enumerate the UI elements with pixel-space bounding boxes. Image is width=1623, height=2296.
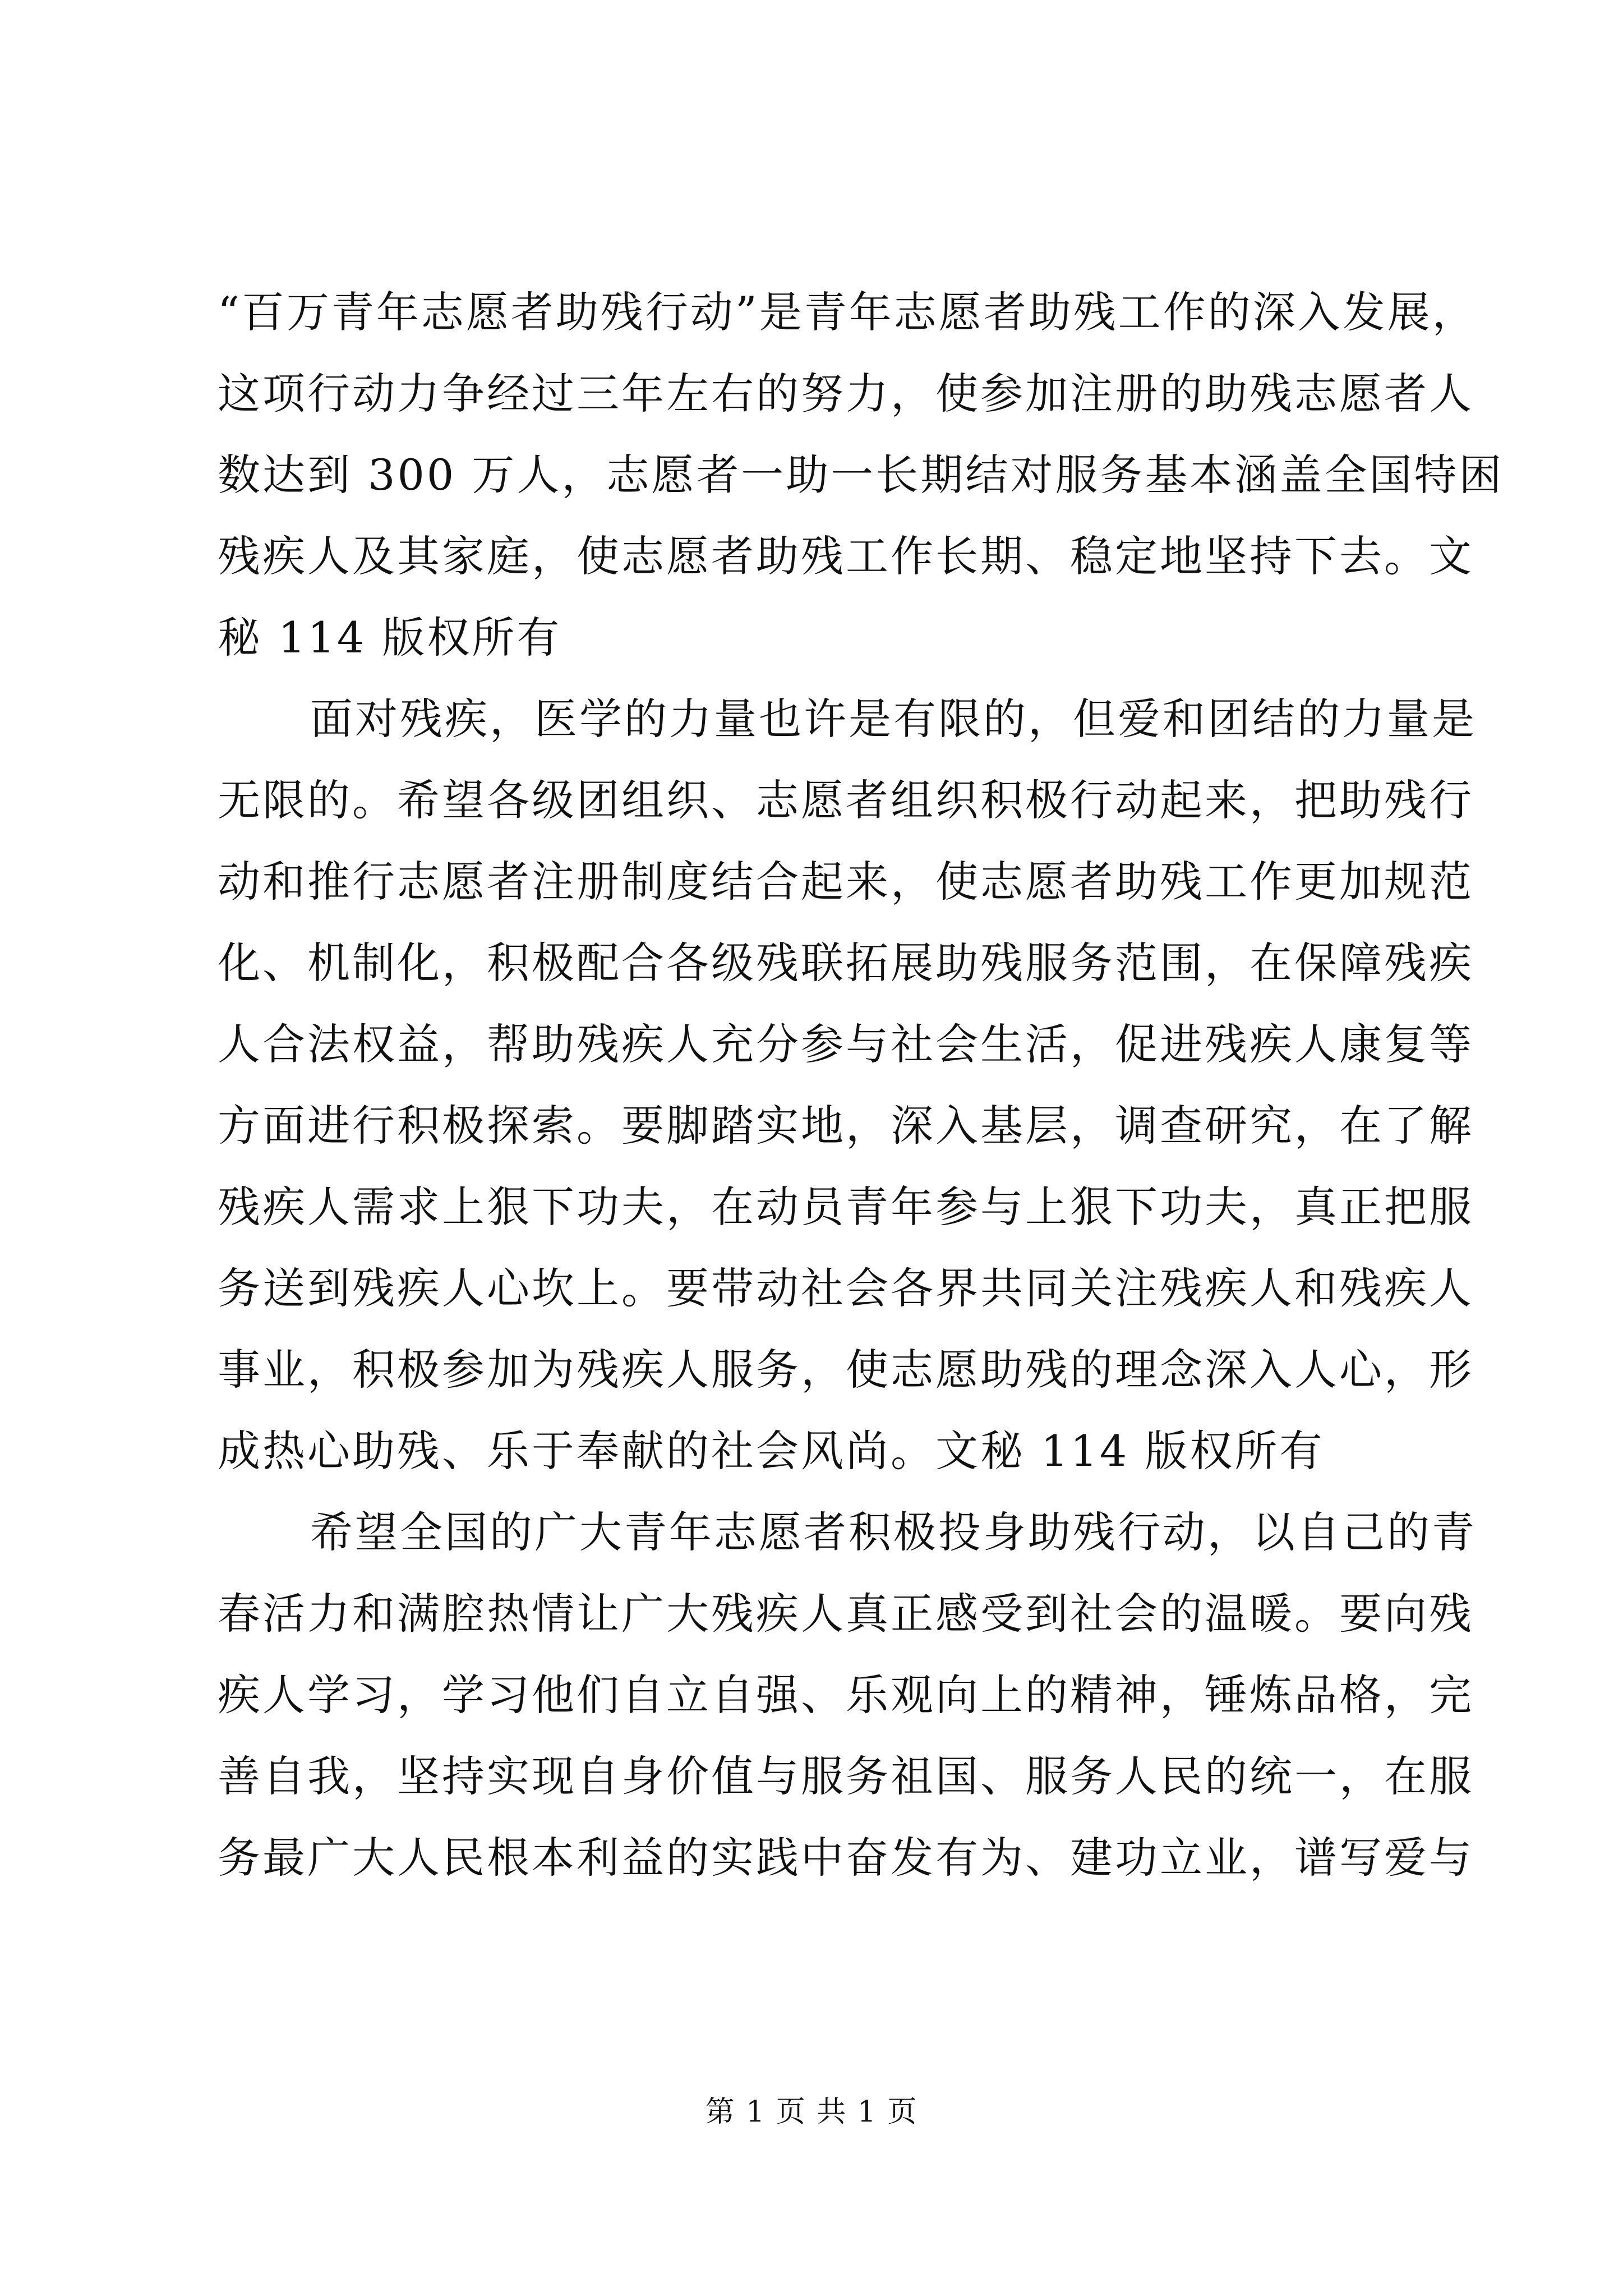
text-line: 务送到残疾人心坎上。要带动社会各界共同关注残疾人和残疾人: [218, 1263, 1474, 1313]
text-line: 善自我，坚持实现自身价值与服务祖国、服务人民的统一，在服: [218, 1751, 1474, 1801]
text-line: 这项行动力争经过三年左右的努力，使参加注册的助残志愿者人: [218, 369, 1474, 418]
page-footer: [0, 2092, 1623, 2132]
text-line: 数达到 300 万人，志愿者一助一长期结对服务基本涵盖全国特困: [218, 450, 1504, 500]
page-number-indicator: 第 1 页 共 1 页: [705, 2095, 918, 2129]
text-line: 动和推行志愿者注册制度结合起来，使志愿者助残工作更加规范: [218, 857, 1474, 907]
text-line: 残疾人需求上狠下功夫，在动员青年参与上狠下功夫，真正把服: [218, 1182, 1474, 1232]
text-line: 务最广大人民根本利益的实践中奋发有为、建功立业，谱写爱与: [218, 1833, 1474, 1883]
text-line: 残疾人及其家庭，使志愿者助残工作长期、稳定地坚持下去。文: [218, 531, 1474, 581]
text-line: 成热心助残、乐于奉献的社会风尚。文秘 114 版权所有: [218, 1426, 1325, 1476]
text-line: 面对残疾，医学的力量也许是有限的，但爱和团结的力量是: [310, 694, 1477, 744]
paragraph-1: [218, 272, 1504, 678]
text-line: 无限的。希望各级团组织、志愿者组织积极行动起来，把助残行: [218, 775, 1474, 825]
text-line: 疾人学习，学习他们自立自强、乐观向上的精神，锤炼品格，完: [218, 1670, 1474, 1720]
text-line: “百万青年志愿者助残行动”是青年志愿者助残工作的深入发展，: [218, 287, 1477, 337]
paragraph-2: [218, 678, 1477, 1492]
text-line: 化、机制化，积极配合各级残联拓展助残服务范围，在保障残疾: [218, 938, 1474, 988]
text-line: 方面进行积极探索。要脚踏实地，深入基层，调查研究，在了解: [218, 1101, 1474, 1151]
text-line: 事业，积极参加为残疾人服务，使志愿助残的理念深入人心，形: [218, 1345, 1474, 1395]
text-line: 人合法权益，帮助残疾人充分参与社会生活，促进残疾人康复等: [218, 1019, 1474, 1069]
text-line: 秘 114 版权所有: [218, 613, 562, 662]
paragraph-3: [218, 1492, 1477, 1898]
document-body: [218, 272, 1504, 1898]
text-line: 春活力和满腔热情让广大残疾人真正感受到社会的温暖。要向残: [218, 1589, 1474, 1639]
text-line: 希望全国的广大青年志愿者积极投身助残行动，以自己的青: [310, 1507, 1477, 1557]
